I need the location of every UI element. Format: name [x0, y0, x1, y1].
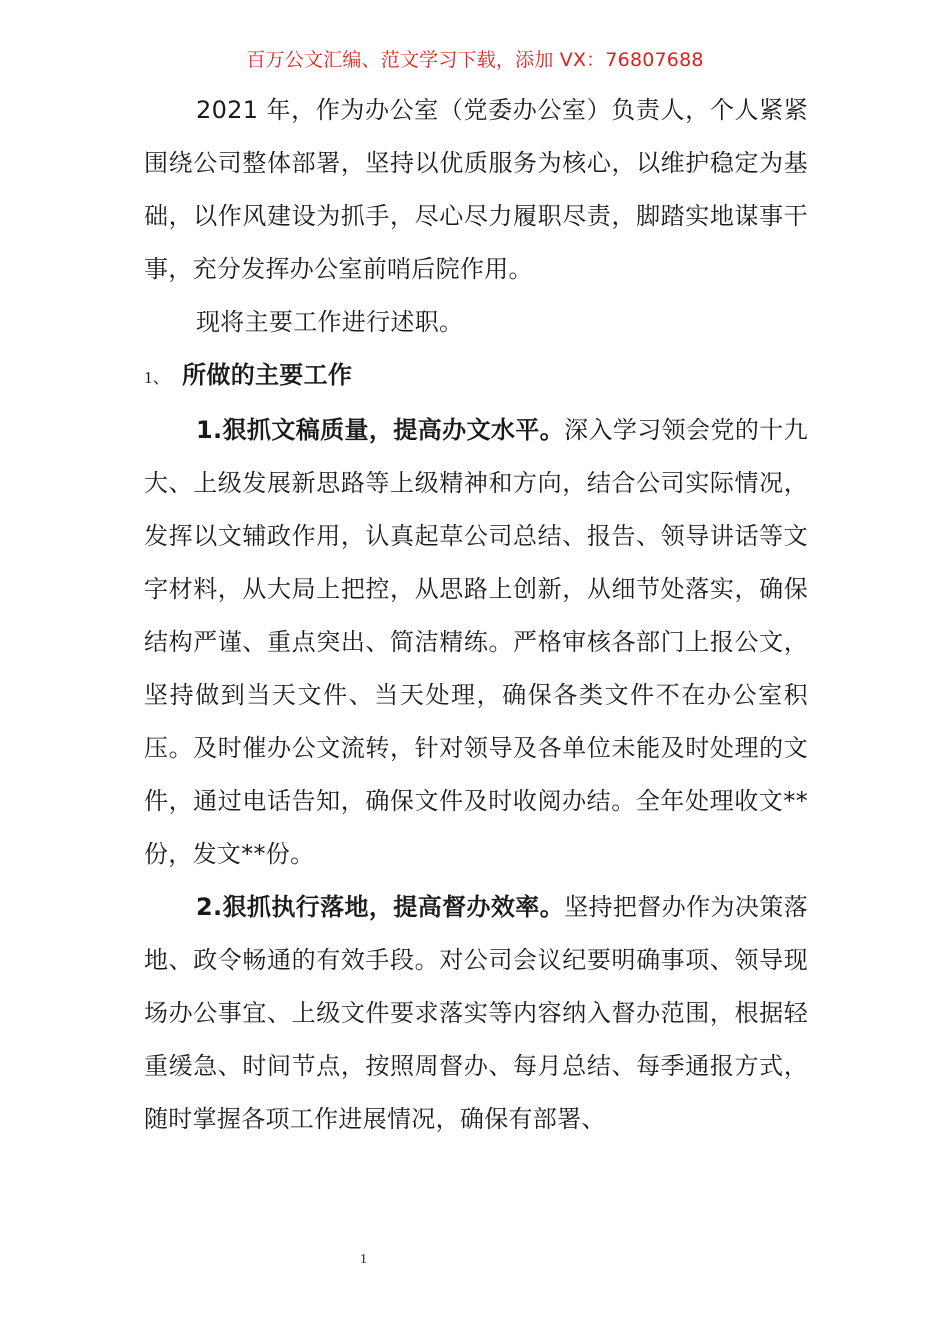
- intro-paragraph: 2021 年，作为办公室（党委办公室）负责人，个人紧紧围绕公司整体部署，坚持以优质服务为核心，以维护稳定为基础，以作风建设为抓手，尽心尽力履职尽责，脚踏实地谋事干事，充分发挥办公室前哨后院作用。: [144, 96, 808, 283]
- section-title: 所做的主要工作: [182, 361, 353, 389]
- item-2-lead: 2.狠抓执行落地，提高督办效率。: [196, 893, 565, 921]
- item-2-paragraph: [144, 881, 808, 1146]
- section-number: 1、: [144, 368, 171, 387]
- item-1-lead: 1.狠抓文稿质量，提高办文水平。: [196, 416, 565, 444]
- intro-statement: 现将主要工作进行述职。: [196, 308, 464, 336]
- section-heading: [144, 349, 808, 404]
- document-body: [144, 84, 808, 1146]
- item-1-paragraph: [144, 404, 808, 881]
- item-1-text: 深入学习领会党的十九大、上级发展新思路等上级精神和方向，结合公司实际情况，发挥以文辅政作用，认真起草公司总结、报告、领导讲话等文字材料，从大局上把控，从思路上创新，从细节处落实，确保结构严谨、重点突出、简洁精练。严格审核各部门上报公文，坚持做到当天文件、当天处理，确保各类文件不在办公室积压。及时催办公文流转，针对领导及各单位未能及时处理的文件，通过电话告知，确保文件及时收阅办结。全年处理收文**份，发文**份。: [144, 416, 808, 868]
- item-2-text: 坚持把督办作为决策落地、政令畅通的有效手段。对公司会议纪要明确事项、领导现场办公事宜、上级文件要求落实等内容纳入督办范围，根据轻重缓急、时间节点，按照周督办、每月总结、每季通报方式，随时掌握各项工作进展情况，确保有部署、: [144, 893, 808, 1133]
- watermark-header: 百万公文汇编、范文学习下载，添加 VX：76807688: [246, 49, 704, 71]
- page-number: 1: [360, 1252, 367, 1267]
